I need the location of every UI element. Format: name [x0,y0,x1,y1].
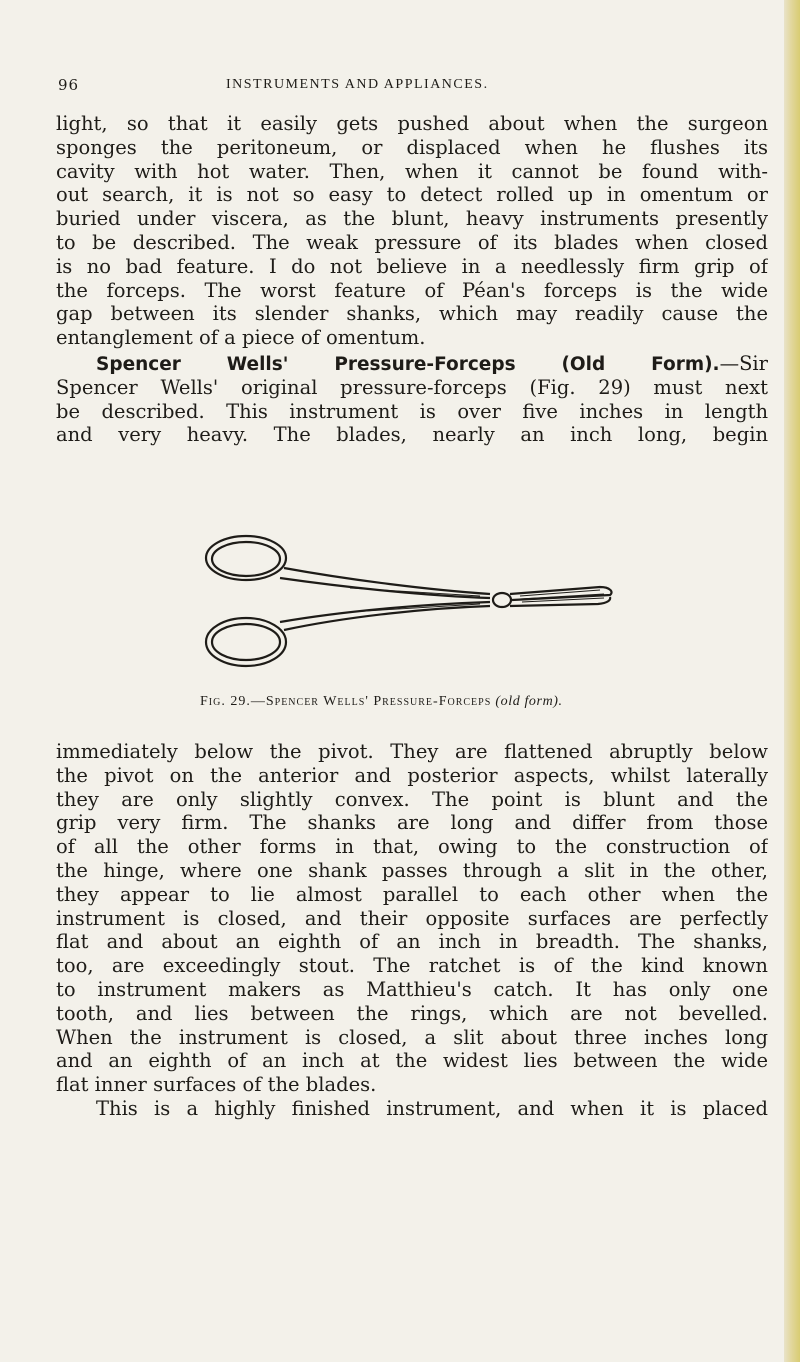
section-spencer-wells [56,352,768,447]
paragraph-2 [56,740,768,1121]
lower-ring [206,618,286,666]
text-line: be described. This instrument is over five inches in length [56,399,768,423]
text-line: flat inner surfaces of the blades. [56,1073,377,1097]
page-edge [784,0,800,1362]
text-line: light, so that it easily gets pushed about when the surgeon [56,112,768,135]
text-line: gap between its slender shanks, which may readily cause the [56,302,768,326]
text-line: the pivot on the anterior and posterior aspects, whilst laterally [56,763,768,787]
page-header [58,76,766,96]
text-line: sponges the peritoneum, or displaced when he flushes its [56,135,768,159]
figure-caption-note: (old form). [495,694,563,709]
figure-label: Fig. 29. [200,694,251,709]
text-line: the forceps. The worst feature of Péan's forceps is the wide [56,278,768,302]
text-line: to instrument makers as Matthieu's catch. It has only one [56,977,768,1001]
text-line: is no bad feature. I do not believe in a needlessly firm grip of [56,254,768,278]
running-head: INSTRUMENTS AND APPLIANCES. [226,77,489,92]
text-line: of all the other forms in that, owing to the construction of [56,835,768,859]
section-heading-line [56,352,768,376]
text-line: When the instrument is closed, a slit about three inches long [56,1025,768,1049]
text-line: immediately below the pivot. They are flattened abruptly below [56,740,768,763]
section-heading-continuation: —Sir [719,352,768,375]
pivot [493,593,511,607]
lower-ring-inner [212,624,280,660]
text-line: and very heavy. The blades, nearly an inch long, begin [56,423,768,447]
text-line: buried under viscera, as the blunt, heavy instruments presently [56,207,768,231]
text-line: instrument is closed, and their opposite surfaces are perfectly [56,906,768,930]
text-line: they are only slightly convex. The point is blunt and the [56,787,768,811]
text-line: This is a highly finished instrument, and when it is placed [96,1096,768,1120]
section-heading: Spencer Wells' Pressure-Forceps (Old Form). [96,354,720,375]
text-line: and an eighth of an inch at the widest lies between the wide [56,1049,768,1073]
paragraph-1 [56,112,768,350]
text-line: tooth, and lies between the rings, which are not bevelled. [56,1001,768,1025]
text-line: too, are exceedingly stout. The ratchet is of the kind known [56,954,768,978]
upper-ring-inner [212,542,280,576]
forceps-illustration [200,532,620,670]
figure-caption-text: —Spencer Wells' Pressure-Forceps [250,694,492,709]
text-line: the hinge, where one shank passes through a slit in the other, [56,858,768,882]
text-line: they appear to lie almost parallel to each other when the [56,882,768,906]
text-line: flat and about an eighth of an inch in breadth. The shanks, [56,930,768,954]
text-line: grip very firm. The shanks are long and differ from those [56,811,768,835]
text-line: to be described. The weak pressure of its blades when closed [56,230,768,254]
figure-caption [200,694,760,710]
text-line: entanglement of a piece of omentum. [56,326,426,350]
text-line: out search, it is not so easy to detect rolled up in omentum or [56,183,768,207]
text-line: cavity with hot water. Then, when it cannot be found with- [56,159,768,183]
text-line: Spencer Wells' original pressure-forceps (Fig. 29) must next [56,375,768,399]
page-number: 96 [58,76,80,94]
